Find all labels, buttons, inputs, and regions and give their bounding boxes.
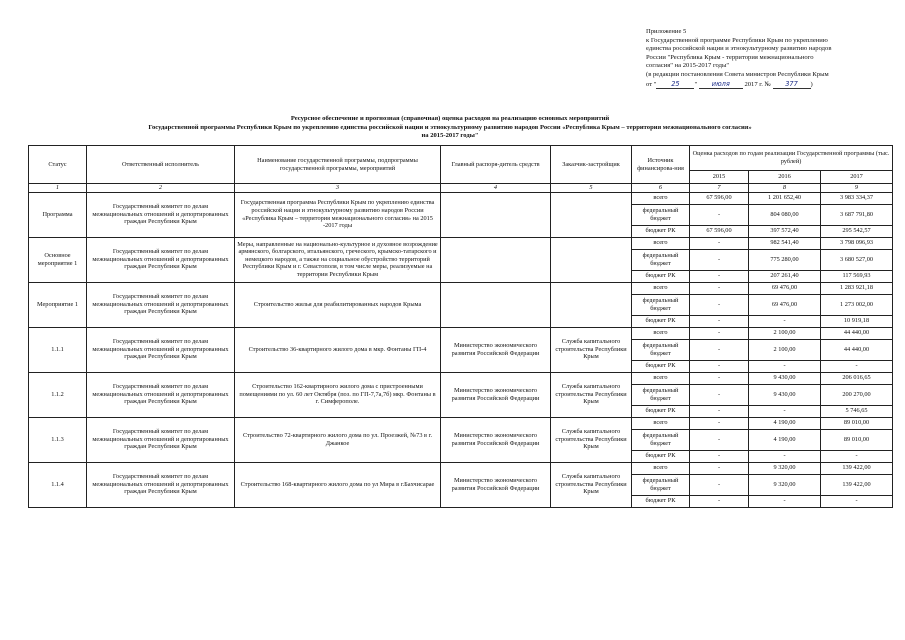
group-customer: Служба капитального строительства Республики Крым xyxy=(551,462,632,507)
group-customer xyxy=(551,282,632,327)
group-manager xyxy=(441,282,551,327)
value-cell-v2017: - xyxy=(821,360,893,372)
value-cell-v2017: 117 569,93 xyxy=(821,270,893,282)
group-status: 1.1.1 xyxy=(29,327,87,372)
source-cell: всего xyxy=(632,417,690,429)
value-cell-v2016: 2 100,00 xyxy=(749,339,821,360)
group-name: Государственная программа Республики Крым по укреплению единства российской нации и этнокультурному развитию народов России «Республика Крым – территория межнационального согласия» на 2015 -2017 годы xyxy=(235,192,441,237)
header-year-2017: 2017 xyxy=(821,171,893,184)
annex-date-line xyxy=(646,80,896,90)
source-cell: всего xyxy=(632,237,690,249)
table-row xyxy=(29,417,893,429)
group-executor: Государственный комитет по делам межнациональных отношений и депортированных граждан Республики Крым xyxy=(87,327,235,372)
title-line-1: Ресурсное обеспечение и прогнозная (справочная) оценка расходов на реализацию основных мероприятий xyxy=(290,115,610,122)
header-customer: Заказчик-застройщик xyxy=(551,146,632,184)
group-executor: Государственный комитет по делам межнациональных отношений и депортированных граждан Республики Крым xyxy=(87,462,235,507)
source-cell: федеральный бюджет xyxy=(632,204,690,225)
column-index: 8 xyxy=(749,184,821,193)
group-manager xyxy=(441,192,551,237)
year-text: 2017 г. № xyxy=(744,80,771,88)
value-cell-v2017: 44 440,00 xyxy=(821,327,893,339)
handwritten-day: 25 xyxy=(656,80,694,90)
source-cell: федеральный бюджет xyxy=(632,249,690,270)
column-index-row xyxy=(29,184,893,193)
group-manager xyxy=(441,237,551,282)
group-executor: Государственный комитет по делам межнациональных отношений и депортированных граждан Республики Крым xyxy=(87,237,235,282)
value-cell-v2016: 207 261,40 xyxy=(749,270,821,282)
value-cell-v2017: 1 283 921,18 xyxy=(821,282,893,294)
date-prefix: от " xyxy=(646,80,657,88)
source-cell: бюджет РК xyxy=(632,270,690,282)
source-cell: федеральный бюджет xyxy=(632,474,690,495)
group-status: 1.1.4 xyxy=(29,462,87,507)
header-executor: Ответственный исполнитель xyxy=(87,146,235,184)
source-cell: федеральный бюджет xyxy=(632,384,690,405)
source-cell: федеральный бюджет xyxy=(632,294,690,315)
value-cell-v2017: 10 919,18 xyxy=(821,315,893,327)
value-cell-v2015: - xyxy=(690,495,749,507)
value-cell-v2017: 44 440,00 xyxy=(821,339,893,360)
group-name: Меры, направленные на национально-культурное и духовное возрождение армянского, болгарского, итальянского, греческого, крымско-татарского и немецкого народов, а также на социальное обустройство территорий Республики Крым и г. Севастополя, в том числе меры, реализуемые на территории Республики Крым xyxy=(235,237,441,282)
date-separator: " xyxy=(694,80,698,88)
group-executor: Государственный комитет по делам межнациональных отношений и депортированных граждан Республики Крым xyxy=(87,417,235,462)
handwritten-number: 377 xyxy=(773,80,811,90)
annex-line: России "Республика Крым - территория межнационального xyxy=(646,53,814,61)
value-cell-v2016: 775 280,00 xyxy=(749,249,821,270)
column-index: 2 xyxy=(87,184,235,193)
value-cell-v2017: 139 422,00 xyxy=(821,462,893,474)
group-name: Строительство 162-квартирного жилого дома с пристроенными помещениями по ул. 60 лет Октября (поз. по ГП-7,7а,7б) мкр. Фонтаны в г. Симферополе. xyxy=(235,372,441,417)
group-manager: Министерство экономического развития Российской Федерации xyxy=(441,417,551,462)
value-cell-v2015: - xyxy=(690,237,749,249)
value-cell-v2015: - xyxy=(690,372,749,384)
value-cell-v2016: - xyxy=(749,405,821,417)
value-cell-v2015: - xyxy=(690,474,749,495)
group-executor: Государственный комитет по делам межнациональных отношений и депортированных граждан Республики Крым xyxy=(87,282,235,327)
source-cell: бюджет РК xyxy=(632,225,690,237)
value-cell-v2016: - xyxy=(749,315,821,327)
table-row xyxy=(29,327,893,339)
group-manager: Министерство экономического развития Российской Федерации xyxy=(441,462,551,507)
value-cell-v2017: 139 422,00 xyxy=(821,474,893,495)
value-cell-v2017: 206 016,65 xyxy=(821,372,893,384)
value-cell-v2015: 67 596,00 xyxy=(690,225,749,237)
value-cell-v2015: - xyxy=(690,360,749,372)
value-cell-v2016: 4 190,00 xyxy=(749,429,821,450)
group-status: Мероприятие 1 xyxy=(29,282,87,327)
table-row xyxy=(29,192,893,204)
annex-line: Приложение 5 xyxy=(646,28,687,35)
table-row xyxy=(29,462,893,474)
value-cell-v2017: 3 680 527,00 xyxy=(821,249,893,270)
source-cell: федеральный бюджет xyxy=(632,339,690,360)
value-cell-v2016: 9 320,00 xyxy=(749,474,821,495)
value-cell-v2016: 9 430,00 xyxy=(749,384,821,405)
value-cell-v2017: - xyxy=(821,450,893,462)
value-cell-v2017: 3 687 791,80 xyxy=(821,204,893,225)
table-body xyxy=(29,192,893,507)
value-cell-v2016: - xyxy=(749,360,821,372)
source-cell: бюджет РК xyxy=(632,405,690,417)
value-cell-v2016: 4 190,00 xyxy=(749,417,821,429)
group-executor: Государственный комитет по делам межнациональных отношений и депортированных граждан Республики Крым xyxy=(87,192,235,237)
value-cell-v2017: - xyxy=(821,495,893,507)
value-cell-v2015: - xyxy=(690,384,749,405)
value-cell-v2016: 69 476,00 xyxy=(749,282,821,294)
source-cell: бюджет РК xyxy=(632,495,690,507)
header-source: Источник финансирова-ния xyxy=(632,146,690,184)
group-executor: Государственный комитет по делам межнациональных отношений и депортированных граждан Республики Крым xyxy=(87,372,235,417)
annex-line: к Государственной программе Республики Крым по укреплению xyxy=(646,36,828,44)
group-name: Строительство 36-квартирного жилого дома в мкр. Фонтаны ГП-4 xyxy=(235,327,441,372)
column-index: 1 xyxy=(29,184,87,193)
source-cell: всего xyxy=(632,282,690,294)
column-index: 6 xyxy=(632,184,690,193)
value-cell-v2017: 89 010,00 xyxy=(821,417,893,429)
table-row xyxy=(29,237,893,249)
group-manager: Министерство экономического развития Российской Федерации xyxy=(441,372,551,417)
group-status: Программа xyxy=(29,192,87,237)
value-cell-v2016: 982 541,40 xyxy=(749,237,821,249)
value-cell-v2017: 200 270,00 xyxy=(821,384,893,405)
value-cell-v2015: - xyxy=(690,405,749,417)
group-name: Строительство 72-квартирного жилого дома по ул. Проезжей, №73 в г. Джанкое xyxy=(235,417,441,462)
value-cell-v2016: 1 201 652,40 xyxy=(749,192,821,204)
header-status: Статус xyxy=(29,146,87,184)
value-cell-v2016: 9 320,00 xyxy=(749,462,821,474)
value-cell-v2017: 3 798 096,93 xyxy=(821,237,893,249)
group-customer: Служба капитального строительства Республики Крым xyxy=(551,417,632,462)
group-customer: Служба капитального строительства Республики Крым xyxy=(551,327,632,372)
value-cell-v2016: - xyxy=(749,450,821,462)
value-cell-v2015: - xyxy=(690,204,749,225)
annex-line: единства российской нации и этнокультурному развитию народов xyxy=(646,45,832,53)
handwritten-month: июля xyxy=(699,80,743,90)
header-name: Наименование государственной программы, подпрограммы государственной программы, мероприятий xyxy=(235,146,441,184)
value-cell-v2015: - xyxy=(690,462,749,474)
value-cell-v2015: - xyxy=(690,450,749,462)
value-cell-v2016: 804 080,00 xyxy=(749,204,821,225)
group-customer xyxy=(551,192,632,237)
source-cell: федеральный бюджет xyxy=(632,429,690,450)
table-row xyxy=(29,282,893,294)
title-line-3: на 2015-2017 годы" xyxy=(421,132,479,140)
value-cell-v2017: 89 010,00 xyxy=(821,429,893,450)
group-name: Строительство жилья для реабилитированных народов Крыма xyxy=(235,282,441,327)
value-cell-v2015: - xyxy=(690,282,749,294)
group-status: Основное мероприятие 1 xyxy=(29,237,87,282)
annex-line: (в редакции постановления Совета министров Республики Крым xyxy=(646,70,829,78)
table-row xyxy=(29,372,893,384)
header-year-2016: 2016 xyxy=(749,171,821,184)
group-manager: Министерство экономического развития Российской Федерации xyxy=(441,327,551,372)
value-cell-v2015: 67 596,00 xyxy=(690,192,749,204)
value-cell-v2017: 3 983 334,37 xyxy=(821,192,893,204)
group-name: Строительство 168-квартирного жилого дома по ул Мира в г.Бахчисарае xyxy=(235,462,441,507)
header-year-2015: 2015 xyxy=(690,171,749,184)
column-index: 4 xyxy=(441,184,551,193)
value-cell-v2016: 9 430,00 xyxy=(749,372,821,384)
value-cell-v2016: 397 572,40 xyxy=(749,225,821,237)
group-customer: Служба капитального строительства Республики Крым xyxy=(551,372,632,417)
source-cell: бюджет РК xyxy=(632,360,690,372)
value-cell-v2015: - xyxy=(690,429,749,450)
date-end: ) xyxy=(810,80,813,88)
title-line-2: Государственной программы Республики Крым по укреплению единства российской нации и этнокультурному развитию народов России «Республика Крым – территория межнационального согласия» xyxy=(148,123,752,131)
group-status: 1.1.3 xyxy=(29,417,87,462)
value-cell-v2016: 69 476,00 xyxy=(749,294,821,315)
budget-table xyxy=(28,145,893,508)
value-cell-v2015: - xyxy=(690,327,749,339)
value-cell-v2015: - xyxy=(690,294,749,315)
column-index: 7 xyxy=(690,184,749,193)
source-cell: бюджет РК xyxy=(632,450,690,462)
source-cell: всего xyxy=(632,327,690,339)
value-cell-v2015: - xyxy=(690,315,749,327)
source-cell: бюджет РК xyxy=(632,315,690,327)
value-cell-v2015: - xyxy=(690,249,749,270)
value-cell-v2015: - xyxy=(690,339,749,360)
column-index: 9 xyxy=(821,184,893,193)
value-cell-v2017: 1 273 002,00 xyxy=(821,294,893,315)
source-cell: всего xyxy=(632,462,690,474)
value-cell-v2015: - xyxy=(690,417,749,429)
header-manager: Главный распоря-дитель средств xyxy=(441,146,551,184)
annex-line: согласия" на 2015-2017 годы" xyxy=(646,62,730,70)
column-index: 5 xyxy=(551,184,632,193)
annex-note xyxy=(646,28,896,89)
value-cell-v2016: - xyxy=(749,495,821,507)
source-cell: всего xyxy=(632,192,690,204)
source-cell: всего xyxy=(632,372,690,384)
column-index: 3 xyxy=(235,184,441,193)
group-status: 1.1.2 xyxy=(29,372,87,417)
value-cell-v2017: 5 746,65 xyxy=(821,405,893,417)
header-estimate: Оценка расходов по годам реализации Государственной программы (тыс. рублей) xyxy=(690,146,893,171)
value-cell-v2015: - xyxy=(690,270,749,282)
value-cell-v2016: 2 100,00 xyxy=(749,327,821,339)
document-title xyxy=(90,115,810,141)
value-cell-v2017: 295 542,57 xyxy=(821,225,893,237)
group-customer xyxy=(551,237,632,282)
